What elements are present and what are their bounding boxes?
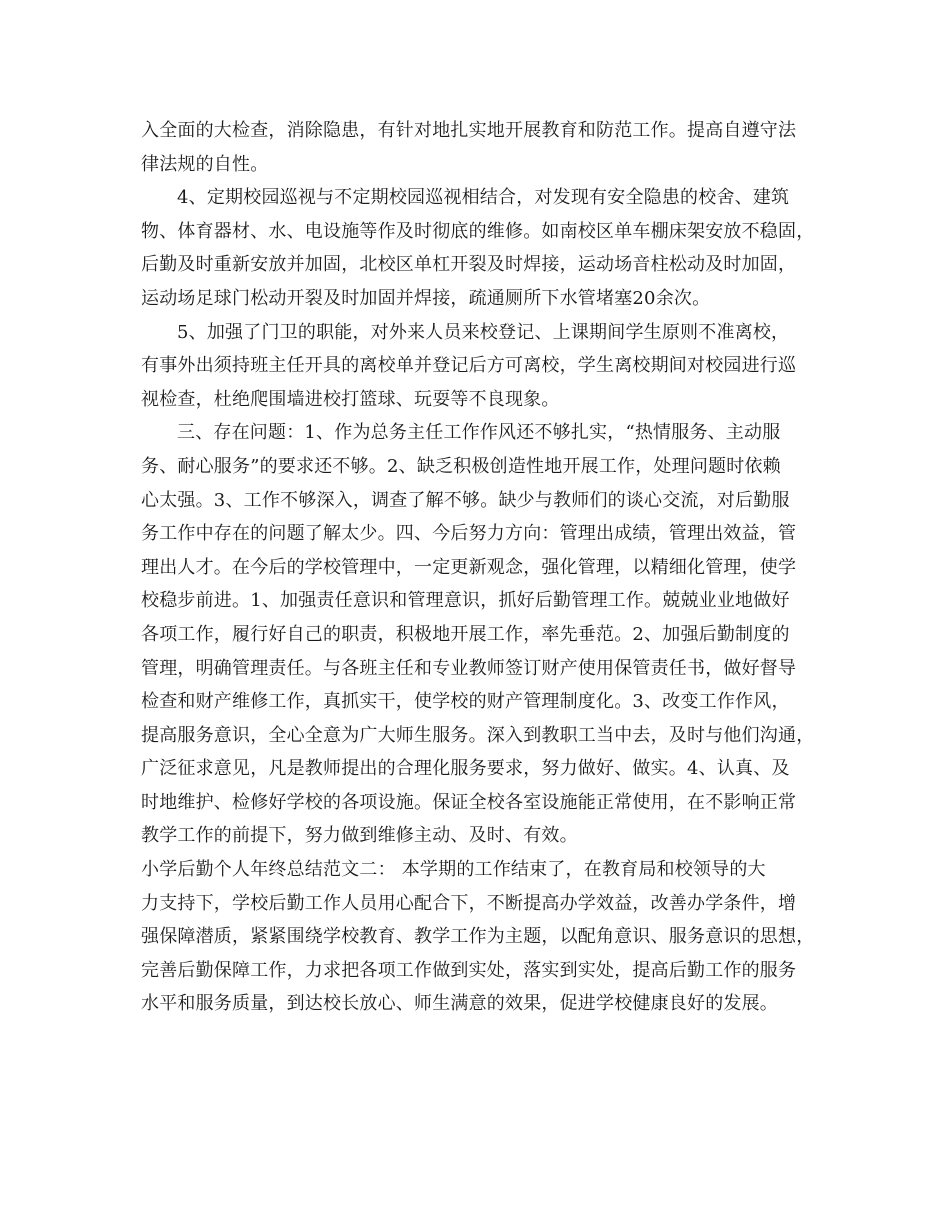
text-line: 务、耐心服务”的要求还不够。2、缺乏积极创造性地开展工作，处理问题时依赖	[141, 455, 781, 477]
text-line: 强保障潜质，紧紧围绕学校教育、教学工作为主题，以配角意识、服务意识的思想，	[141, 926, 815, 948]
text-line: 入全面的大检查，消除隐患，有针对地扎实地开展教育和防范工作。提高自遵守法	[141, 120, 797, 141]
text-line: 广泛征求意见，凡是教师提出的合理化服务要求，努力做好、做实。4、认真、及	[141, 758, 790, 780]
text-line: 律法规的自性。	[141, 153, 269, 175]
text-line: 检查和财产维修工作，真抓实干，使学校的财产管理制度化。3、改变工作作风，	[141, 691, 790, 713]
text-line: 心太强。3、工作不够深入，调查了解不够。缺少与教师们的谈心交流，对后勤服	[141, 489, 790, 511]
text-line: 水平和服务质量，到达校长放心、师生满意的效果，促进学校健康良好的发展。	[141, 993, 778, 1015]
text-line: 务工作中存在的问题了解太少。四、今后努力方向：管理出成绩，管理出效益，管	[141, 523, 797, 545]
text-line: 5、加强了门卫的职能，对外来人员来校登记、上课期间学生原则不准离校，	[177, 321, 790, 343]
text-line: 运动场足球门松动开裂及时加固并焊接，疏通厕所下水管堵塞20余次。	[141, 287, 711, 309]
text-line: 三、存在问题：1、作为总务主任工作作风还不够扎实，“热情服务、主动服	[177, 422, 781, 444]
text-line: 后勤及时重新安放并加固，北校区单杠开裂及时焊接，运动场音柱松动及时加固，	[141, 254, 797, 276]
document-body	[141, 114, 841, 1021]
text-line: 小学后勤个人年终总结范文二： 本学期的工作结束了，在教育局和校领导的大	[141, 859, 766, 881]
text-line: 管理，明确管理责任。与各班主任和专业教师签订财产使用保管责任书，做好督导	[141, 657, 797, 679]
text-line: 校稳步前进。1、加强责任意识和管理意识，抓好后勤管理工作。兢兢业业地做好	[141, 590, 790, 612]
text-line: 物、体育器材、水、电设施等作及时彻底的维修。如南校区单车棚床架安放不稳固，	[141, 220, 815, 242]
text-line: 完善后勤保障工作，力求把各项工作做到实处，落实到实处，提高后勤工作的服务	[141, 959, 797, 981]
text-line: 有事外出须持班主任开具的离校单并登记后方可离校，学生离校期间对校园进行巡	[141, 355, 797, 377]
text-line: 4、定期校园巡视与不定期校园巡视相结合，对发现有安全隐患的校舍、建筑	[177, 187, 790, 209]
text-line: 时地维护、检修好学校的各项设施。保证全校各室设施能正常使用，在不影响正常	[141, 791, 797, 813]
text-line: 教学工作的前提下，努力做到维修主动、及时、有效。	[141, 825, 578, 847]
text-line: 提高服务意识，全心全意为广大师生服务。深入到教职工当中去，及时与他们沟通，	[141, 724, 815, 746]
text-line: 视检查，杜绝爬围墙进校打篮球、玩耍等不良现象。	[141, 388, 560, 410]
text-line: 各项工作，履行好自己的职责，积极地开展工作，率先垂范。2、加强后勤制度的	[141, 623, 790, 645]
text-line: 理出人才。在今后的学校管理中，一定更新观念，强化管理，以精细化管理，使学	[141, 556, 797, 578]
text-line: 力支持下，学校后勤工作人员用心配合下，不断提高办学效益，改善办学条件，增	[141, 892, 797, 914]
